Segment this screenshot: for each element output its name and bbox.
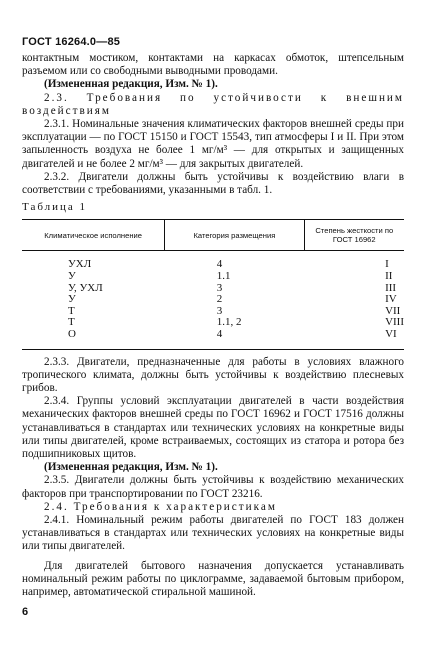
clause-2-4-1: 2.4.1. Номинальный режим работы двигателей по ГОСТ 183 должен устанавливаться в стандартах или технических условиях на конкретные виды или типы двигателей. xyxy=(22,514,404,553)
table-row xyxy=(22,271,404,283)
table-caption: Таблица 1 xyxy=(22,201,88,214)
table-cell: Т xyxy=(68,304,75,317)
amendment-note: (Измененная редакция, Изм. № 1). xyxy=(44,461,218,474)
table-row xyxy=(22,283,404,295)
table-header-cell: Степень жесткости по ГОСТ 16962 xyxy=(304,220,404,251)
table-cell: О xyxy=(22,329,165,349)
table-row xyxy=(22,251,404,271)
document-body xyxy=(22,52,404,599)
clause-2-3-3: 2.3.3. Двигатели, предназначенные для работы в условиях влажного тропического климата, должны быть устойчивы к воздействию плесневых грибов. xyxy=(22,355,404,394)
clause-2-3-2: 2.3.2. Двигатели должны быть устойчивы к воздействию влаги в соответствии с требованиями, указанными в табл. 1. xyxy=(22,170,404,197)
paragraph-household: Для двигателей бытового назначения допускается устанавливать номинальный режим работы по циклограмме, задаваемой бытовым прибором, например, автоматической стиральной машиной. xyxy=(22,559,404,599)
clause-2-3-1: 2.3.1. Номинальные значения климатических факторов внешней среды при эксплуатации — по ГОСТ 15150 и ГОСТ 15543, тип атмосферы I и II. При этом запыленность воздуха не более 1 мг/м³ — для открытых и защищенных двигателей и не более 2 мг/м³ — для закрытых двигателей. xyxy=(22,118,404,170)
section-heading-2-4: 2.4. Требования к характеристикам xyxy=(44,500,277,513)
table-cell: II xyxy=(385,270,393,283)
running-header: ГОСТ 16264.0—85 xyxy=(22,36,121,48)
table-cell: I xyxy=(385,258,389,271)
table-cell: VIII xyxy=(385,316,404,329)
table-cell: 2 xyxy=(216,293,223,306)
table-header-cell: Климатическое исполнение xyxy=(22,220,165,251)
table-cell: У, УХЛ xyxy=(68,281,103,294)
clause-2-3-5: 2.3.5. Двигатели должны быть устойчивы к воздействию механических факторов при транспортировании по ГОСТ 23216. xyxy=(22,474,404,500)
paragraph-continuation: контактным мостиком, контактами на каркасах обмоток, штепсельным разъемом или со свободными выводными проводами. xyxy=(22,52,404,78)
table-cell: 3 xyxy=(216,304,223,317)
section-heading-2-3: 2.3. Требования по устойчивости к внешним воздействиям xyxy=(22,91,404,117)
table-cell: VII xyxy=(385,304,401,317)
table-cell: III xyxy=(385,281,397,294)
table-cell: VI xyxy=(304,329,404,349)
table-row xyxy=(22,329,404,349)
table-cell: 4 xyxy=(216,258,223,271)
table-cell: У xyxy=(68,270,76,283)
table-row xyxy=(22,294,404,306)
table-header-cell: Категория размещения xyxy=(165,220,304,251)
table-cell: 1.1, 2 xyxy=(216,316,242,329)
table-cell: IV xyxy=(385,293,397,306)
table-cell: УХЛ xyxy=(68,258,92,271)
table-row xyxy=(22,317,404,329)
table-cell: 4 xyxy=(165,329,304,349)
clause-2-3-4: 2.3.4. Группы условий эксплуатации двигателей в части воздействия механических факторов внешней среды по ГОСТ 16962 и ГОСТ 17516 должны устанавливаться в стандартах или технических условиях на конкретные виды или типы двигателей, кроме встраиваемых, состоящих из статора и ротора без подшипниковых щитов. xyxy=(22,395,404,461)
table-cell: У xyxy=(68,293,76,306)
table-cell: Т xyxy=(68,316,75,329)
table-row xyxy=(22,306,404,318)
page-number: 6 xyxy=(22,606,29,618)
table-cell: 1.1 xyxy=(216,270,231,283)
table-cell: 3 xyxy=(216,281,223,294)
climate-table xyxy=(22,219,404,349)
amendment-note: (Измененная редакция, Изм. № 1). xyxy=(44,78,218,91)
table-header-row xyxy=(22,220,404,251)
